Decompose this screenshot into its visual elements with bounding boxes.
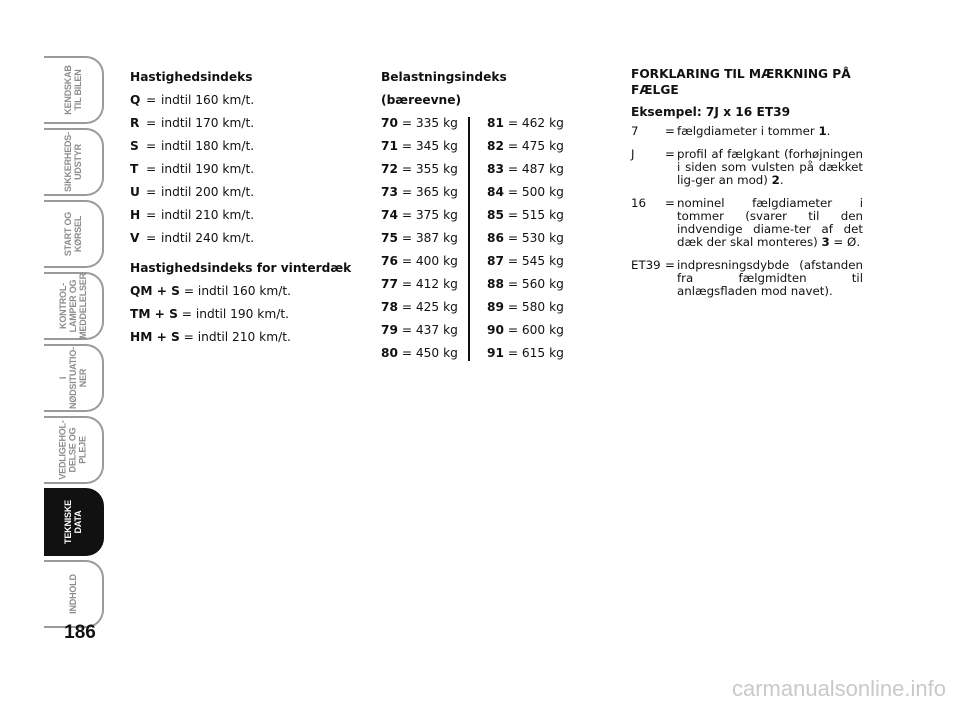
load-row: 78 = 425 kg [381,300,458,314]
load-index-title: Belastningsindeks (bæreevne) [381,70,507,107]
rim-definition: 16 = nominel fælgdiameter i tommer (svarer til den indvendige diame-ter af det dæk der skal monteres) 3 = Ø. [631,196,863,249]
rim-example: Eksempel: 7J x 16 ET39 [631,105,791,119]
rim-marking-section [631,66,863,308]
tab-label: INDHOLD [68,574,78,614]
tab-label: START OG KØRSEL [63,211,83,257]
load-row: 87 = 545 kg [487,254,564,268]
tab-label: VEDLIGEHOL- DELSE OG PLEJE [58,420,88,480]
speed-row: Q = indtil 160 km/t. [130,93,255,107]
tab-tekniske-data[interactable] [44,488,104,556]
speed-index-section [130,66,360,349]
tab-start-og-korsel[interactable] [44,200,104,268]
tab-label: KENDSKAB TIL BILEN [63,65,83,115]
load-row: 90 = 600 kg [487,323,564,337]
rim-marking-title: FORKLARING TIL MÆRKNING PÅ FÆLGE [631,67,851,97]
load-column-right [487,112,587,365]
tab-vedligeholdelse[interactable] [44,416,104,484]
rim-definition: 7 = fælgdiameter i tommer 1. [631,124,831,138]
speed-row: R = indtil 170 km/t. [130,116,255,130]
load-row: 80 = 450 kg [381,346,458,360]
watermark: carmanualsonline.info [731,676,946,701]
speed-row: V = indtil 240 km/t. [130,231,255,245]
load-row: 70 = 335 kg [381,116,458,130]
tab-label: SIKKERHEDS- UDSTYR [63,132,83,192]
tab-kendskab-til-bilen[interactable] [44,56,104,124]
winter-row: TM + S = indtil 190 km/t. [130,307,289,321]
load-row: 81 = 462 kg [487,116,564,130]
load-row: 73 = 365 kg [381,185,458,199]
page-number: 186 [64,622,96,643]
tab-label: I NØDSITUATIO- NER [58,347,88,409]
winter-index-title: Hastighedsindeks for vinterdæk [130,261,352,275]
load-row: 88 = 560 kg [487,277,564,291]
winter-row: HM + S = indtil 210 km/t. [130,330,291,344]
load-row: 72 = 355 kg [381,162,458,176]
speed-row: H = indtil 210 km/t. [130,208,255,222]
speed-row: U = indtil 200 km/t. [130,185,255,199]
rim-definition: J = profil af fælgkant (forhøjningen i siden som vulsten på dækket lig-ger an mod) 2. [631,147,863,187]
load-column-left [381,112,481,365]
load-row: 89 = 580 kg [487,300,564,314]
load-row: 82 = 475 kg [487,139,564,153]
column-divider [468,117,470,361]
speed-row: T = indtil 190 km/t. [130,162,255,176]
speed-row: S = indtil 180 km/t. [130,139,255,153]
load-row: 86 = 530 kg [487,231,564,245]
load-row: 79 = 437 kg [381,323,458,337]
winter-row: QM + S = indtil 160 km/t. [130,284,292,298]
tab-label: KONTROL- LAMPER OG MEDDELELSER [58,273,88,339]
load-row: 83 = 487 kg [487,162,564,176]
speed-index-title: Hastighedsindeks [130,70,253,84]
tab-sikkerhedsudstyr[interactable] [44,128,104,196]
tab-kontrollamper[interactable] [44,272,104,340]
tab-indhold[interactable] [44,560,104,628]
tab-label: TEKNISKE DATA [63,500,83,544]
load-row: 71 = 345 kg [381,139,458,153]
load-row: 91 = 615 kg [487,346,564,360]
load-row: 77 = 412 kg [381,277,458,291]
load-row: 84 = 500 kg [487,185,564,199]
load-index-section [381,66,586,360]
rim-definition: ET39 = indpresningsdybde (afstanden fra fælgmidten til anlægsfladen mod navet). [631,258,863,298]
load-row: 85 = 515 kg [487,208,564,222]
tab-i-nodsituationer[interactable] [44,344,104,412]
load-row: 74 = 375 kg [381,208,458,222]
load-row: 76 = 400 kg [381,254,458,268]
load-row: 75 = 387 kg [381,231,458,245]
